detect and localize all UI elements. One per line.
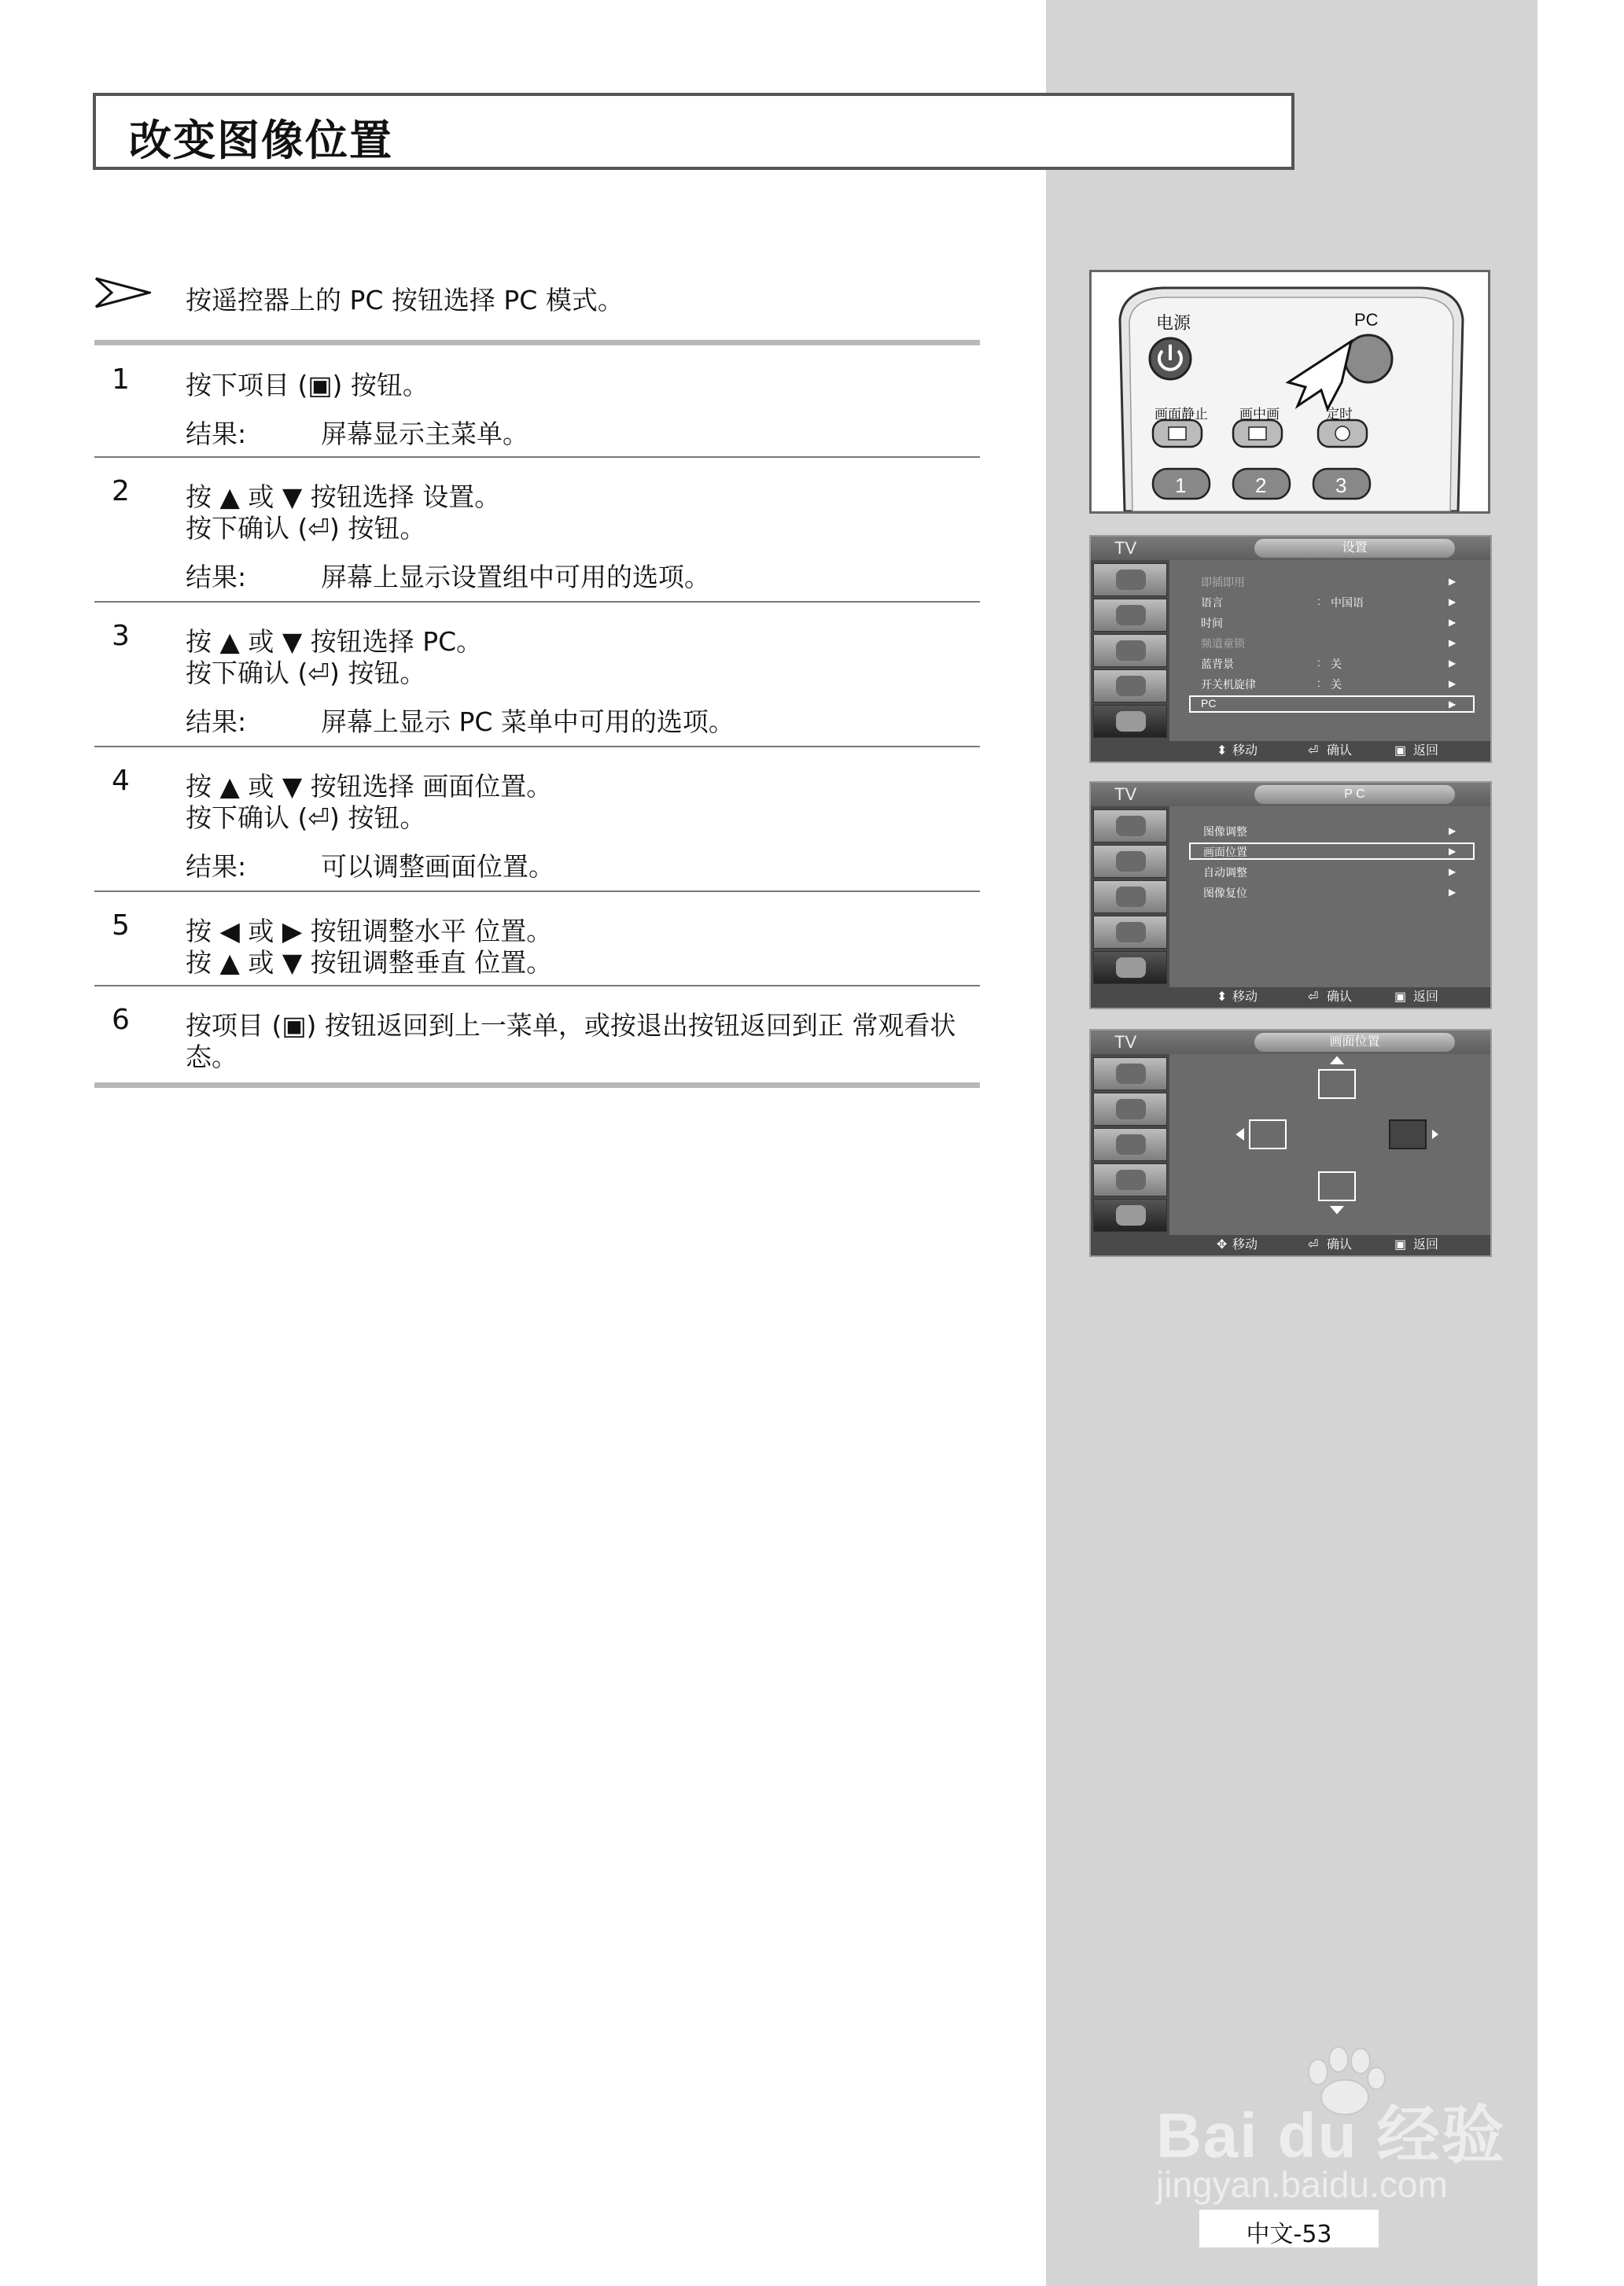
tv-selection-highlight [1189, 695, 1475, 713]
result-label: 结果: [186, 562, 247, 592]
footer-confirm: 确认 [1327, 1238, 1353, 1252]
remote-body-icon [1092, 272, 1488, 511]
note-text: 按遥控器上的 PC 按钮选择 PC 模式。 [186, 285, 624, 315]
page-number-box [1199, 2210, 1379, 2247]
step-number: 1 [112, 363, 130, 396]
tv-header [1091, 1031, 1490, 1054]
tv-footer [1091, 1235, 1490, 1255]
updown-icon: ⬍ [1217, 990, 1228, 1004]
arrow-right-icon: ▶ [1449, 825, 1456, 836]
footer-move: 移动 [1232, 744, 1258, 758]
footer-confirm: 确认 [1327, 744, 1353, 758]
tv-menu-value: 关 [1331, 678, 1342, 691]
tv-menu-row: 即插即用 [1201, 576, 1245, 588]
footer-return: 返回 [1413, 990, 1439, 1004]
setup-menu-icon [1093, 951, 1167, 984]
step-instruction: 态。 [186, 1042, 238, 1072]
step-number: 2 [112, 475, 130, 507]
number-button-3: 3 [1335, 474, 1347, 497]
tv-brand: TV [1114, 538, 1137, 558]
pip-button-label: 画中画 [1239, 407, 1280, 422]
footer-move: 移动 [1232, 990, 1258, 1004]
sound-menu-icon [1093, 845, 1167, 878]
tv-setup-menu [1089, 535, 1492, 763]
tv-menu-row: 画面位置 [1203, 846, 1247, 858]
step-instruction: 按 ▲ 或 ▼ 按钮选择 画面位置。 [186, 771, 553, 802]
baidu-watermark [1140, 2045, 1534, 2203]
tv-menu-row: 蓝背景 [1201, 658, 1234, 670]
step-instruction: 按 ▲ 或 ▼ 按钮调整垂直 位置。 [186, 947, 553, 978]
step-number: 3 [112, 620, 130, 652]
step-instruction: 按 ▲ 或 ▼ 按钮选择 设置。 [186, 481, 501, 512]
title-box [93, 93, 1294, 170]
updown-icon: ⬍ [1217, 744, 1228, 758]
watermark-url: jingyan.baidu.com [1156, 2164, 1448, 2205]
footer-return: 返回 [1413, 744, 1439, 758]
page-title: 改变图像位置 [129, 116, 393, 165]
tv-menu-row: 图像复位 [1203, 887, 1247, 899]
picture-menu-icon [1093, 1057, 1167, 1090]
step-instruction: 按 ◀ 或 ▶ 按钮调整水平 位置。 [186, 916, 553, 946]
step-instruction: 按项目 (▣) 按钮返回到上一菜单，或按退出按钮返回到正 常观看状 [186, 1010, 956, 1041]
result-text: 屏幕上显示 PC 菜单中可用的选项。 [321, 706, 735, 737]
result-label: 结果: [186, 706, 247, 737]
number-button-2: 2 [1255, 474, 1267, 497]
tv-menu-row: 开关机旋律 [1201, 678, 1256, 691]
number-button-1: 1 [1175, 474, 1187, 497]
tv-menu-tab: P C [1254, 785, 1455, 804]
arrow-right-icon: ▶ [1449, 699, 1456, 710]
divider [94, 746, 980, 747]
tv-menu-value: 关 [1331, 658, 1342, 670]
enter-icon: ⏎ [1308, 1238, 1319, 1252]
tv-header [1091, 536, 1490, 560]
enter-icon: ⏎ [1308, 744, 1319, 758]
arrow-right-icon: ▶ [1449, 658, 1456, 669]
sound-menu-icon [1093, 1093, 1167, 1126]
arrow-right-icon: ▶ [1449, 887, 1456, 898]
tv-position-screen [1089, 1029, 1492, 1257]
step-instruction: 按下确认 (⏎) 按钮。 [186, 513, 426, 544]
result-text: 屏幕显示主菜单。 [321, 418, 528, 449]
step-instruction: 按下确认 (⏎) 按钮。 [186, 802, 426, 833]
enter-icon: ⏎ [1308, 990, 1319, 1004]
setup-menu-icon [1093, 705, 1167, 738]
tv-header [1091, 783, 1490, 806]
arrow-right-icon: ▶ [1449, 617, 1456, 628]
divider [94, 1082, 980, 1088]
tv-menu-row: PC [1201, 697, 1217, 710]
step-number: 5 [112, 909, 130, 942]
tv-menu-tab: 设置 [1254, 539, 1455, 558]
four-way-icon: ✥ [1217, 1238, 1228, 1252]
power-label: 电源 [1156, 313, 1191, 333]
result-label: 结果: [186, 851, 247, 882]
tv-sidebar [1091, 1054, 1169, 1235]
tv-brand: TV [1114, 784, 1137, 804]
divider [94, 890, 980, 892]
timer-button-label: 定时 [1326, 407, 1353, 422]
tv-menu-tab: 画面位置 [1254, 1033, 1455, 1052]
menu-icon: ▣ [1394, 990, 1407, 1004]
sound-menu-icon [1093, 599, 1167, 632]
picture-menu-icon [1093, 563, 1167, 596]
input-menu-icon [1093, 1163, 1167, 1196]
channel-menu-icon [1093, 634, 1167, 667]
arrow-right-icon: ▶ [1449, 596, 1456, 607]
divider [94, 340, 980, 345]
tv-pc-menu [1089, 781, 1492, 1009]
tv-footer [1091, 987, 1490, 1008]
tv-colon: : [1317, 677, 1320, 689]
watermark-logo: Bai du 经验 [1156, 2100, 1506, 2170]
arrow-right-icon: ▶ [1449, 637, 1456, 648]
tv-footer [1091, 741, 1490, 761]
tv-menu-row: 图像调整 [1203, 825, 1247, 838]
tv-menu-value: 中国语 [1331, 596, 1364, 609]
input-menu-icon [1093, 669, 1167, 702]
step-number: 4 [112, 765, 130, 797]
tv-menu-row: 语言 [1201, 596, 1223, 609]
result-text: 屏幕上显示设置组中可用的选项。 [321, 562, 710, 592]
tv-menu-row: 自动调整 [1203, 866, 1247, 879]
footer-return: 返回 [1413, 1238, 1439, 1252]
note-arrow-icon [94, 275, 151, 310]
menu-icon: ▣ [1394, 744, 1407, 758]
channel-menu-icon [1093, 1128, 1167, 1161]
page-number: 中文-53 [1246, 2221, 1332, 2248]
arrow-right-icon: ▶ [1449, 576, 1456, 587]
tv-menu-row: 频道童锁 [1201, 637, 1245, 650]
picture-menu-icon [1093, 809, 1167, 843]
channel-menu-icon [1093, 880, 1167, 913]
divider [94, 601, 980, 603]
menu-icon: ▣ [1394, 1238, 1407, 1252]
tv-menu-row: 时间 [1201, 617, 1223, 629]
footer-move: 移动 [1232, 1238, 1258, 1252]
remote-control-picture [1089, 270, 1490, 514]
position-arrows-icon [1169, 1054, 1490, 1235]
result-text: 可以调整画面位置。 [321, 851, 554, 882]
step-instruction: 按 ▲ 或 ▼ 按钮选择 PC。 [186, 626, 483, 657]
result-label: 结果: [186, 418, 247, 449]
tv-sidebar [1091, 806, 1169, 987]
divider [94, 985, 980, 986]
setup-menu-icon [1093, 1199, 1167, 1232]
tv-brand: TV [1114, 1032, 1137, 1052]
tv-colon: : [1317, 595, 1320, 607]
divider [94, 456, 980, 458]
footer-confirm: 确认 [1327, 990, 1353, 1004]
arrow-right-icon: ▶ [1449, 866, 1456, 877]
arrow-right-icon: ▶ [1449, 846, 1456, 857]
input-menu-icon [1093, 916, 1167, 949]
freeze-button-label: 画面静止 [1154, 407, 1208, 422]
step-instruction: 按下确认 (⏎) 按钮。 [186, 658, 426, 688]
pc-label: PC [1354, 310, 1379, 330]
note-row [94, 275, 983, 323]
tv-colon: : [1317, 656, 1320, 669]
step-number: 6 [112, 1004, 130, 1036]
step-instruction: 按下项目 (▣) 按钮。 [186, 370, 429, 400]
tv-sidebar [1091, 560, 1169, 741]
arrow-right-icon: ▶ [1449, 678, 1456, 689]
